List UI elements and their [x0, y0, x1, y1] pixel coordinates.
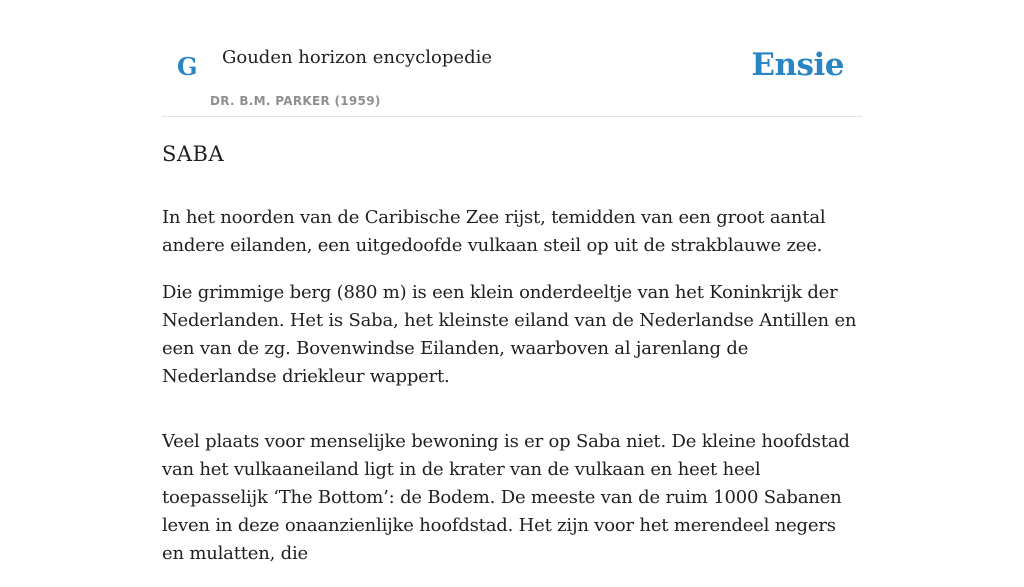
- header: [162, 0, 862, 117]
- book-logo-icon[interactable]: G: [177, 52, 198, 81]
- book-author: DR. B.M. PARKER (1959): [210, 94, 381, 108]
- ensie-logo-link[interactable]: Ensie: [751, 47, 844, 83]
- article-paragraph: Die grimmige berg (880 m) is een klein onderdeeltje van het Koninkrijk der Nederlanden. Het is Saba, het kleinste eiland van de Nederlandse Antillen en een van de zg. Bovenwindse Eilanden, waarboven al jarenlang de Nederlandse driekleur wappert.: [162, 282, 857, 387]
- article-paragraph: Veel plaats voor menselijke bewoning is er op Saba niet. De kleine hoofdstad van het vulkaaneiland ligt in de krater van de vulkaan en heet heel toepasselijk ‘The Bottom’: de Bodem. De meeste van de ruim 1000 Sabanen leven in deze onaanzienlijke hoofdstad. Het zijn voor het merendeel negers en mulatten, die: [162, 431, 850, 564]
- article-paragraph: In het noorden van de Caribische Zee rijst, temidden van een groot aantal andere eilanden, een uitgedoofde vulkaan steil op uit de strakblauwe zee.: [162, 207, 826, 256]
- book-title-link[interactable]: Gouden horizon encyclopedie: [222, 47, 492, 68]
- article-content: [162, 138, 862, 587]
- entry-title: SABA: [162, 142, 225, 166]
